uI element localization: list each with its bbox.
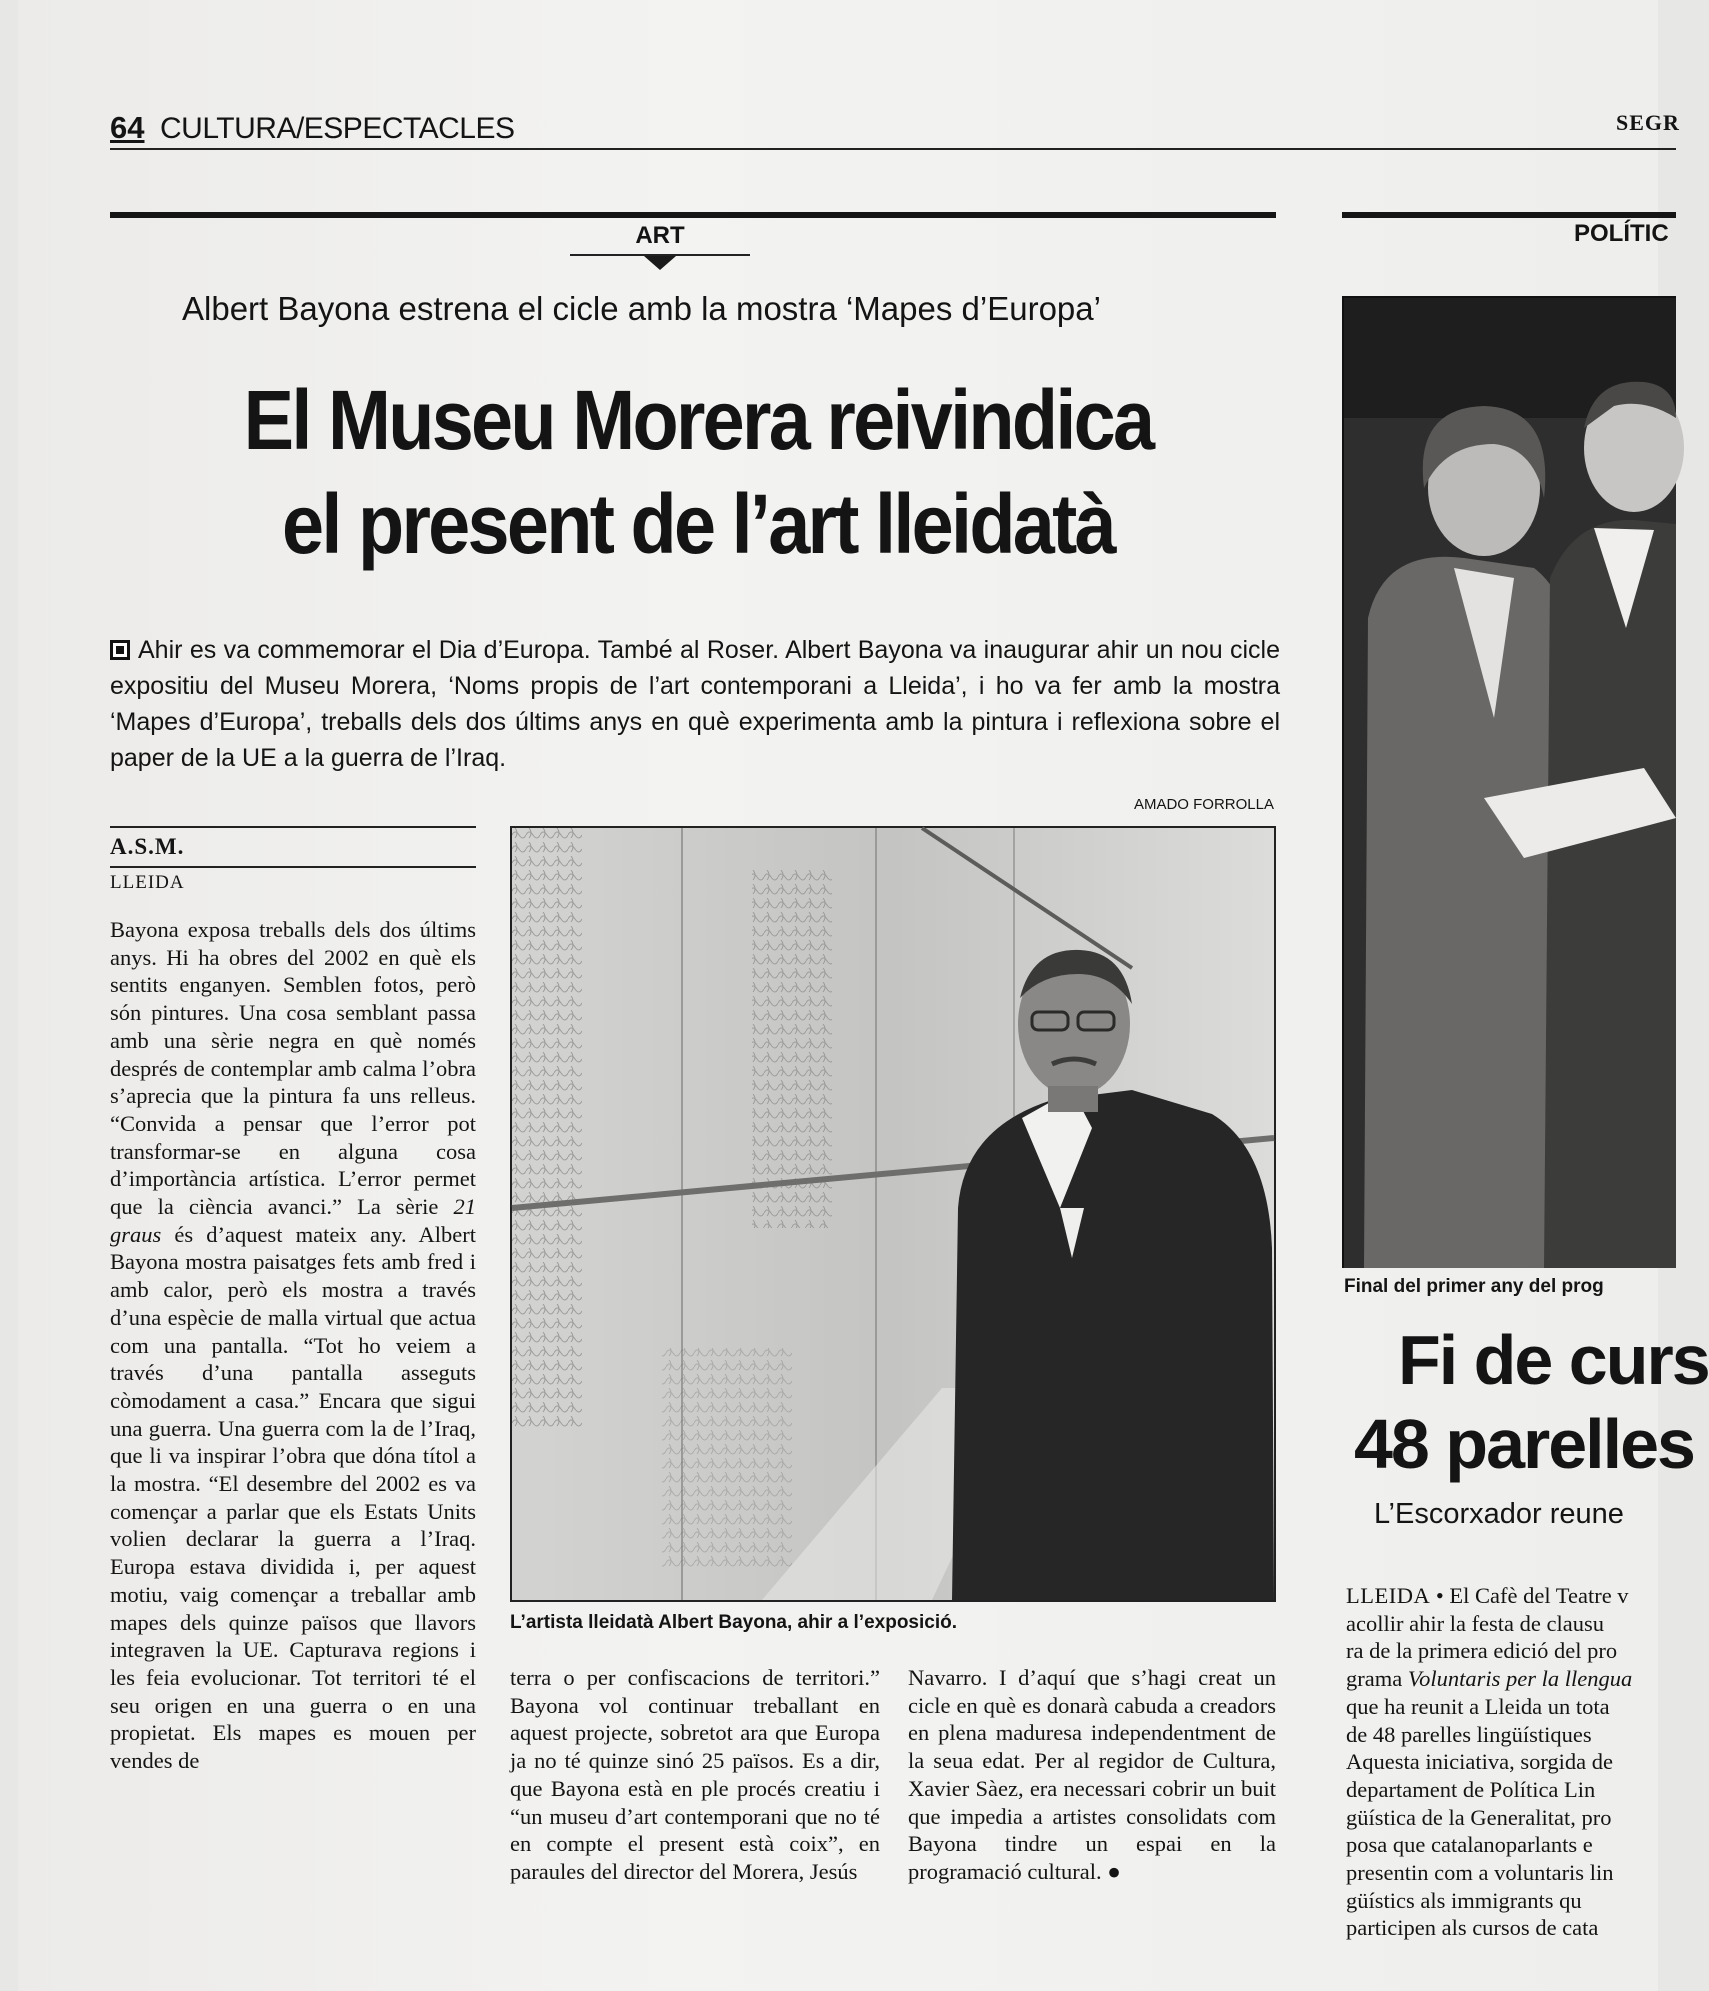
- article-column-1: [110, 916, 476, 1775]
- side-text-line: departament de Política Lin: [1346, 1776, 1596, 1802]
- side-headline: [1354, 1318, 1709, 1486]
- header-rule: [110, 148, 1676, 150]
- dateline-place: LLEIDA: [110, 872, 185, 893]
- program-title: Voluntaris per la llengua: [1407, 1666, 1633, 1692]
- article-column-3: [908, 1664, 1276, 1886]
- headline-line-1: El Museu Morera reivindica: [243, 373, 1153, 467]
- byline-rule-bottom: [110, 866, 476, 868]
- column-1-text-cont: és d’aquest mateix any. Albert Bayona mostra paisatges fets amb fred i amb calor, però els mostra a través d’una espècie de malla virtual que actua com una pantalla. “Tot ho veiem a través d’una pantalla asseguts còmodament a casa.” Encara que sigui una guerra. Una guerra com la de l’Iraq, que li va inspirar l’obra que dóna títol a la mostra. “El desembre del 2002 es va començar a parlar que els Estats Units volien declarar la guerra a l’Iraq. Europa estava dividida i, per aquest motiu, vaig començar a treballar amb mapes dels quinze països que llavors integraven la UE. Capturava regions i les feia evolucionar. Tot territori té el seu origen en una guerra o en una propietat. Els mapes es mouen per vendes de: [110, 1221, 477, 1774]
- article-subhead: Albert Bayona estrena el cicle amb la mostra ‘Mapes d’Europa’: [182, 290, 1101, 327]
- side-article-text: [1346, 1582, 1676, 1978]
- byline-rule-top: [110, 826, 476, 828]
- side-photo-caption: Final del primer any del prog: [1344, 1276, 1604, 1297]
- square-bullet-icon: [110, 640, 130, 660]
- side-dateline: LLEIDA: [1346, 1583, 1431, 1608]
- side-headline-line-1: Fi de curs: [1398, 1321, 1709, 1399]
- newspaper-page: [18, 0, 1709, 1991]
- side-text-line: participen als cursos de cata: [1346, 1915, 1599, 1941]
- headline-line-2: el present de l’art lleidatà: [282, 477, 1114, 571]
- side-text-line: Aquesta iniciativa, sorgida de: [1346, 1749, 1614, 1775]
- section-title: CULTURA/ESPECTACLES: [160, 112, 515, 145]
- end-mark-icon: ●: [1107, 1858, 1121, 1884]
- article-headline: [176, 368, 1220, 576]
- side-section-title: POLÍTIC: [1574, 220, 1669, 247]
- article-photo: [510, 826, 1276, 1602]
- side-article-photo: [1342, 296, 1676, 1268]
- side-text-line: que ha reunit a Lleida un tota: [1346, 1693, 1610, 1719]
- side-text-line: acollir ahir la festa de clausu: [1346, 1610, 1605, 1636]
- author: A.S.M.: [110, 834, 185, 859]
- side-headline-line-2: 48 parelles: [1354, 1405, 1694, 1483]
- article-lead: [110, 632, 1280, 776]
- article-kicker: ART: [635, 222, 685, 249]
- series-title: 21 graus: [110, 1194, 476, 1247]
- lead-text: Ahir es va commemorar el Dia d’Europa. També al Roser. Albert Bayona va inaugurar ahir un nou cicle expositiu del Museu Morera, ‘Noms propis de l’art contemporani a Lleida’, i ho va fer amb la mostra ‘Mapes d’Europa’, treballs dels dos últims anys en què experimenta amb la pintura i reflexiona sobre el paper de la UE a la guerra de l’Iraq.: [110, 636, 1280, 772]
- column-3-text: Navarro. I d’aquí que s’hagi creat un cicle en què es donarà cabuda a creadors en plena maduresa independentment de la seua edat. Per al regidor de Cultura, Xavier Sàez, era necessari cobrir un buit que impedia a artistes consolidats com Bayona tindre un espai en la programació cultural.: [908, 1665, 1276, 1884]
- side-text-line: presentin com a voluntaris lin: [1346, 1860, 1614, 1886]
- side-text-line: ra de la primera edició del pro: [1346, 1638, 1618, 1664]
- article-column-2: terra o per confiscacions de territori.” Bayona vol continuar treballant en aquest projecte, sobretot ara que Europa ja no té quinze sinó 25 països. Es a dir, que Bayona està en ple procés creatiu i “un museu d’art contemporani que no té en compte el present està coix”, en paraules del director del Morera, Jesús: [510, 1665, 880, 1884]
- kicker-arrow-icon: [644, 256, 676, 270]
- page-number: 64: [110, 110, 145, 145]
- side-text-line: posa que catalanoparlants e: [1346, 1832, 1593, 1858]
- side-text-line: grama Voluntaris per la llengua: [1346, 1666, 1633, 1692]
- column-1-text: Bayona exposa treballs dels dos últims anys. Hi ha obres del 2002 en què els sentits enganyen. Semblen fotos, però són pintures. Una cosa semblant passa amb una sèrie negra en què només després de contemplar amb calma l’obra s’aprecia que la pintura fa uns relleus. “Convida a pensar que l’error pot transformar-se en alguna cosa d’importància artística. L’error permet que la ciència avanci.” La sèrie: [110, 917, 476, 1220]
- photo-caption: L’artista lleidatà Albert Bayona, ahir a l’exposició.: [510, 1612, 958, 1633]
- side-text-line: LLEIDA • El Cafè del Teatre v: [1346, 1583, 1629, 1608]
- side-subhead: L’Escorxador reune: [1374, 1498, 1624, 1530]
- side-text-line: de 48 parelles lingüístiques: [1346, 1721, 1592, 1747]
- newspaper-name: SEGR: [1616, 110, 1680, 135]
- side-text-line: güístics als immigrants qu: [1346, 1887, 1582, 1913]
- side-text-line: güística de la Generalitat, pro: [1346, 1804, 1612, 1830]
- side-top-rule: [1342, 212, 1676, 218]
- photo-credit: AMADO FORROLLA: [1133, 796, 1274, 813]
- artist-photo-illustration: [512, 828, 1274, 1600]
- side-photo-illustration: [1344, 298, 1676, 1268]
- article-top-rule: [110, 212, 1276, 218]
